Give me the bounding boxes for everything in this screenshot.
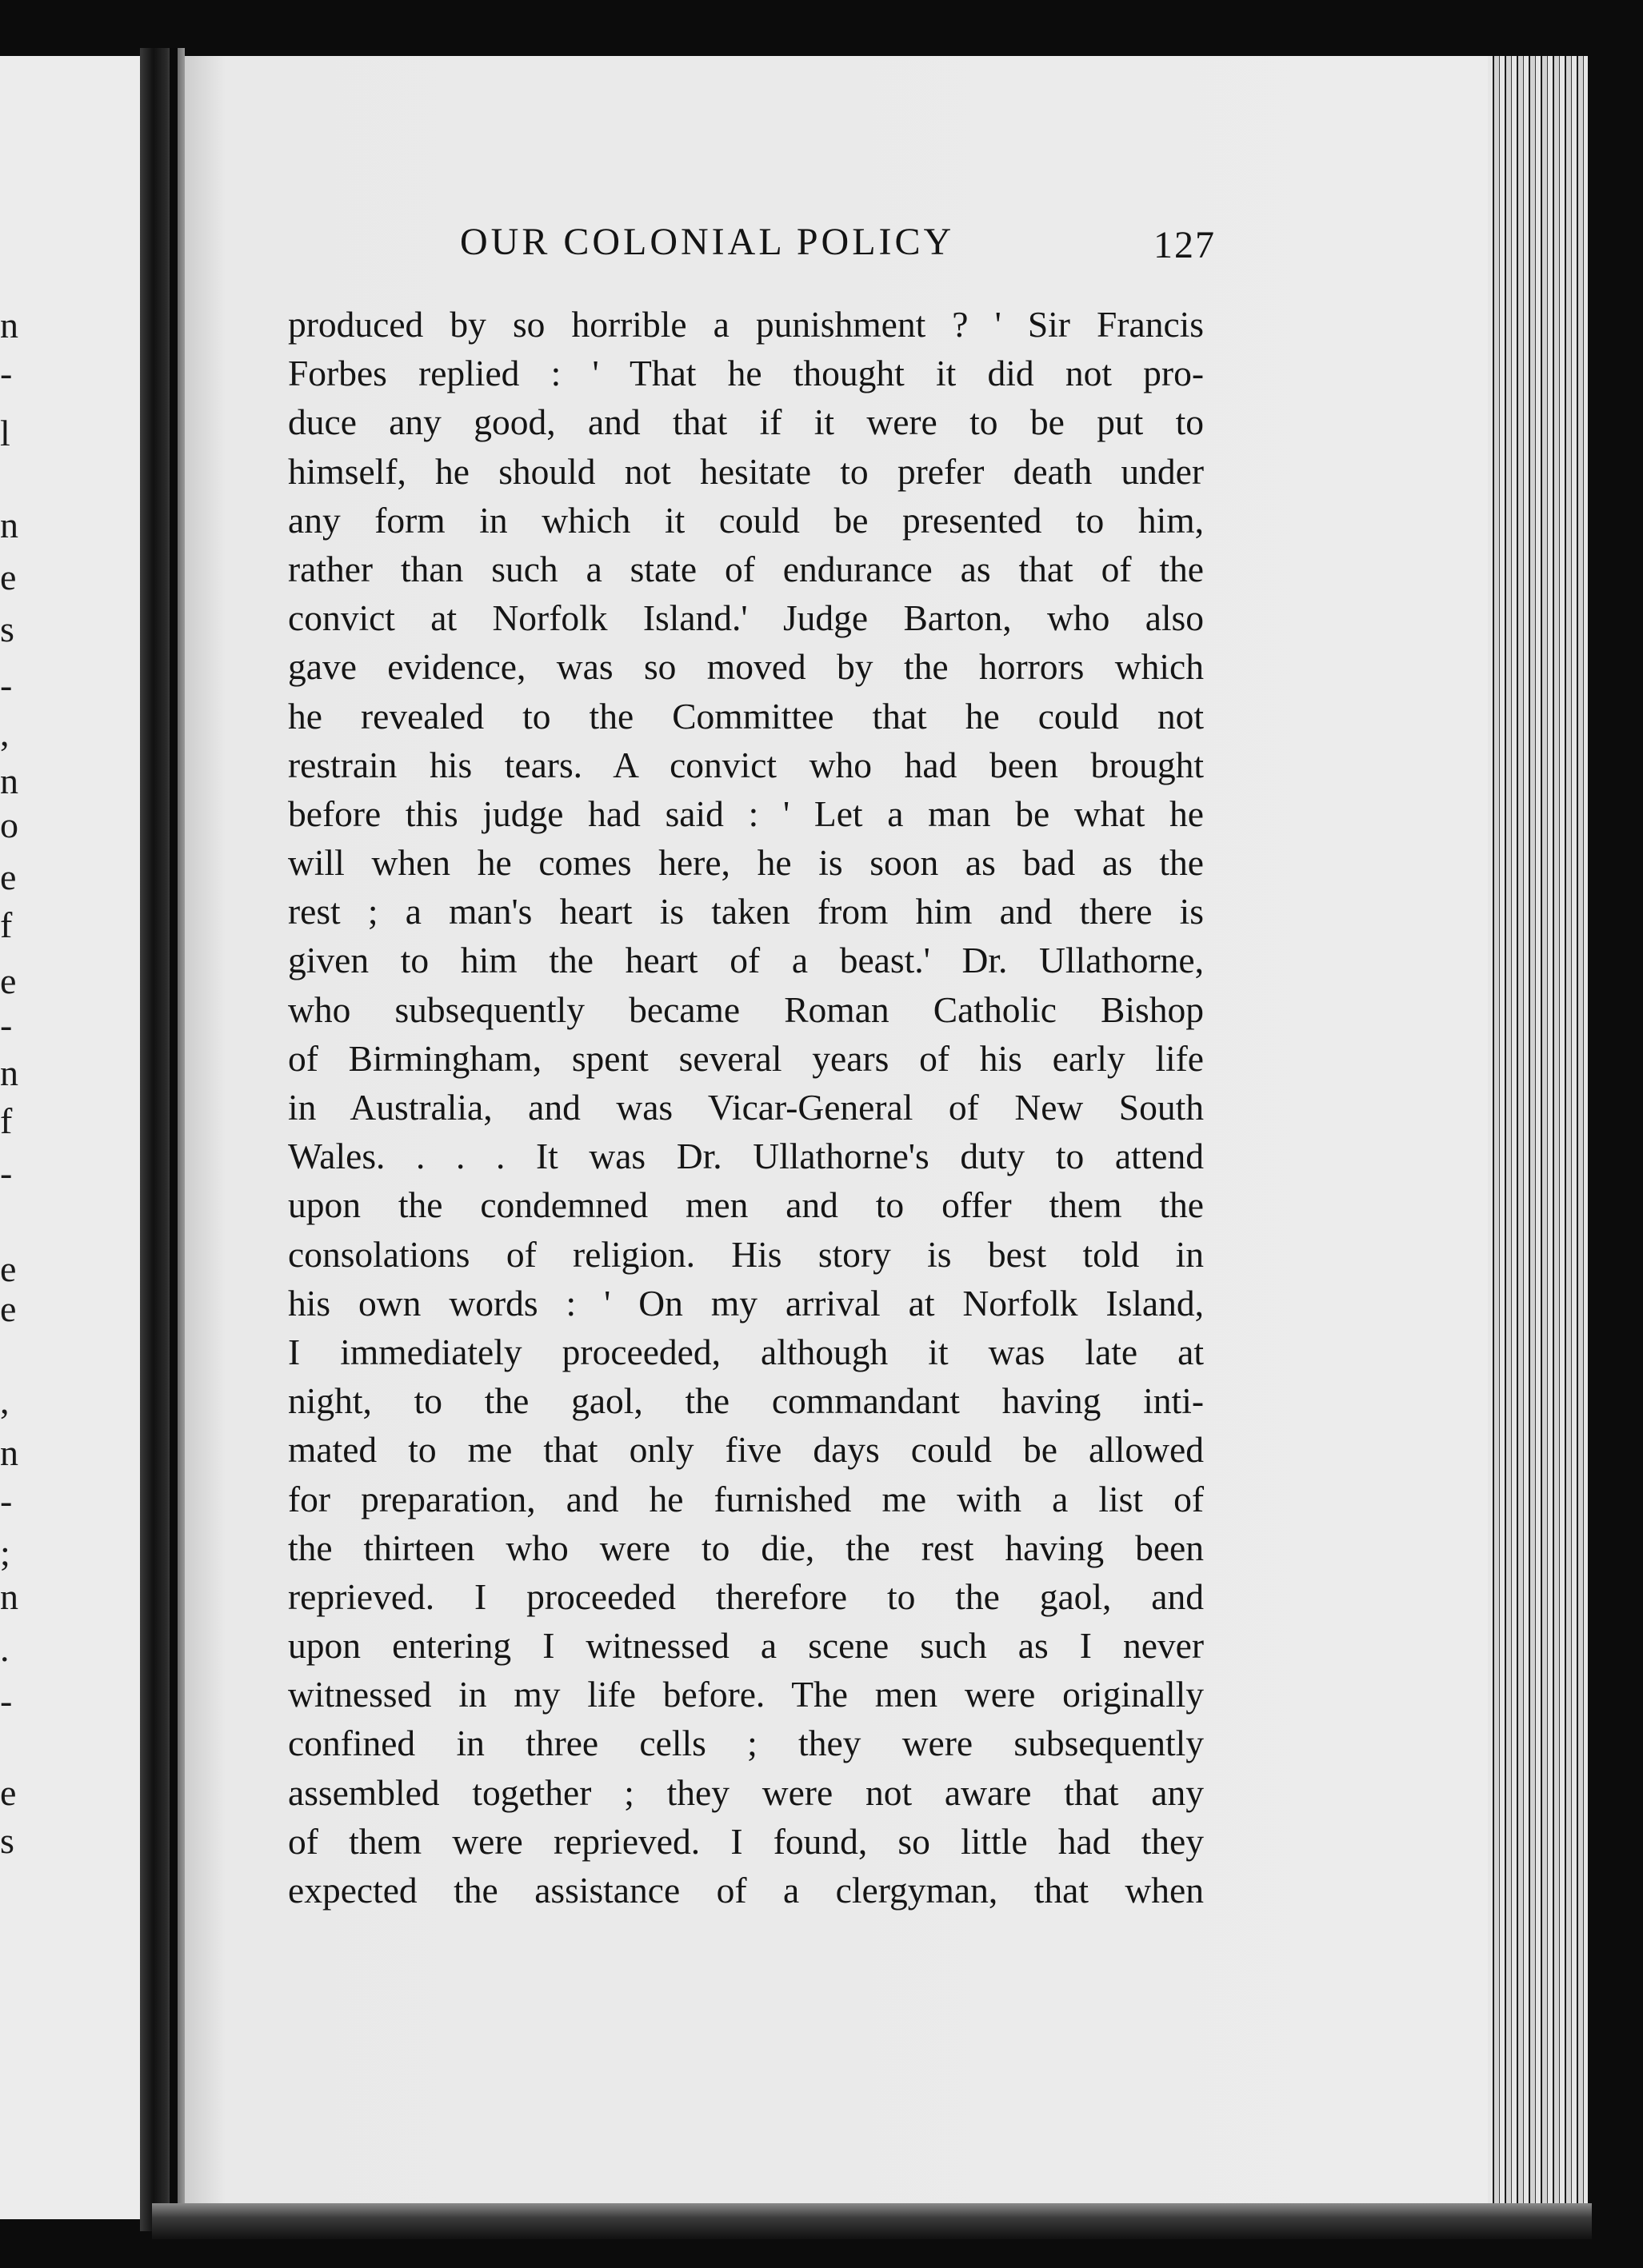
margin-fragment: e	[0, 1772, 17, 1813]
text-line: rather than such a state of endurance as that of the	[288, 548, 1204, 589]
text-line: night, to the gaol, the commandant having inti-	[288, 1380, 1204, 1422]
text-line: of Birmingham, spent several years of his early life	[288, 1037, 1204, 1079]
gutter-shadow-line	[170, 48, 178, 2223]
margin-fragment: -	[0, 353, 13, 393]
margin-fragment: s	[0, 1820, 14, 1861]
text-line: the thirteen who were to die, the rest having been	[288, 1527, 1204, 1568]
text-line: Wales. . . . It was Dr. Ullathorne's duty to attend	[288, 1136, 1204, 1177]
text-line: upon the condemned men and to offer them the	[288, 1184, 1204, 1226]
margin-fragment: f	[0, 1100, 13, 1141]
text-line: convict at Norfolk Island.' Judge Barton, who also	[288, 597, 1204, 639]
text-line: upon entering I witnessed a scene such as I never	[288, 1625, 1204, 1667]
text-line: I immediately proceeded, although it was late at	[288, 1331, 1204, 1372]
margin-fragment: e	[0, 557, 17, 597]
text-line: himself, he should not hesitate to prefer death under	[288, 450, 1204, 492]
margin-fragment: -	[0, 1480, 13, 1521]
body-text	[288, 300, 1204, 1915]
margin-fragment: .	[0, 1628, 10, 1669]
text-line: produced by so horrible a punishment ? ' Sir Francis	[288, 304, 1204, 345]
left-facing-page	[0, 56, 148, 2219]
text-line: duce any good, and that if it were to be put to	[288, 401, 1204, 443]
scan-background-right	[1588, 0, 1643, 2268]
running-header	[288, 220, 1216, 276]
margin-fragment: l	[0, 413, 10, 453]
text-line: who subsequently became Roman Catholic Bishop	[288, 988, 1204, 1030]
margin-fragment: n	[0, 1432, 18, 1473]
text-line: restrain his tears. A convict who had been brought	[288, 744, 1204, 785]
page-edges	[1488, 56, 1592, 2239]
text-line: mated to me that only five days could be allowed	[288, 1429, 1204, 1471]
book-gutter	[140, 48, 185, 2231]
text-line: confined in three cells ; they were subsequently	[288, 1723, 1204, 1764]
left-page-text-fragments	[0, 56, 148, 2219]
margin-fragment: n	[0, 305, 18, 345]
margin-fragment: -	[0, 1004, 13, 1045]
text-line: assembled together ; they were not aware that any	[288, 1771, 1204, 1813]
margin-fragment: -	[0, 665, 13, 705]
text-line: gave evidence, was so moved by the horrors which	[288, 646, 1204, 688]
margin-fragment: ,	[0, 713, 10, 753]
text-line: in Australia, and was Vicar-General of New South	[288, 1087, 1204, 1128]
page-number: 127	[1153, 224, 1216, 266]
margin-fragment: ,	[0, 1380, 10, 1421]
text-line: expected the assistance of a clergyman, that when	[288, 1870, 1204, 1911]
margin-fragment: s	[0, 609, 14, 649]
text-line: reprieved. I proceeded therefore to the gaol, and	[288, 1575, 1204, 1617]
margin-fragment: e	[0, 960, 17, 1001]
page-bottom-edge	[152, 2203, 1592, 2239]
text-line: before this judge had said : ' Let a man be what he	[288, 793, 1204, 834]
text-line: he revealed to the Committee that he could not	[288, 695, 1204, 737]
text-line: consolations of religion. His story is best told in	[288, 1233, 1204, 1275]
text-line: given to him the heart of a beast.' Dr. Ullathorne,	[288, 940, 1204, 981]
text-line: of them were reprieved. I found, so little had they	[288, 1820, 1204, 1862]
text-line: for preparation, and he furnished me with a list of	[288, 1478, 1204, 1519]
text-line: any form in which it could be presented to him,	[288, 499, 1204, 541]
text-line: Forbes replied : ' That he thought it did not pro-	[288, 353, 1204, 394]
margin-fragment: e	[0, 1248, 17, 1289]
margin-fragment: e	[0, 856, 17, 897]
margin-fragment: f	[0, 904, 13, 945]
margin-fragment: n	[0, 761, 18, 801]
running-title: OUR COLONIAL POLICY	[460, 221, 955, 263]
margin-fragment: n	[0, 1052, 18, 1093]
text-line: his own words : ' On my arrival at Norfolk Island,	[288, 1282, 1204, 1324]
margin-fragment: e	[0, 1288, 17, 1329]
margin-fragment: -	[0, 1680, 13, 1721]
margin-fragment: o	[0, 805, 18, 845]
margin-fragment: n	[0, 505, 18, 545]
text-line: witnessed in my life before. The men were originally	[288, 1674, 1204, 1715]
text-line: rest ; a man's heart is taken from him and there is	[288, 891, 1204, 932]
margin-fragment: ;	[0, 1532, 10, 1573]
margin-fragment: -	[0, 1152, 13, 1193]
text-line: will when he comes here, he is soon as bad as the	[288, 842, 1204, 884]
margin-fragment: n	[0, 1576, 18, 1617]
